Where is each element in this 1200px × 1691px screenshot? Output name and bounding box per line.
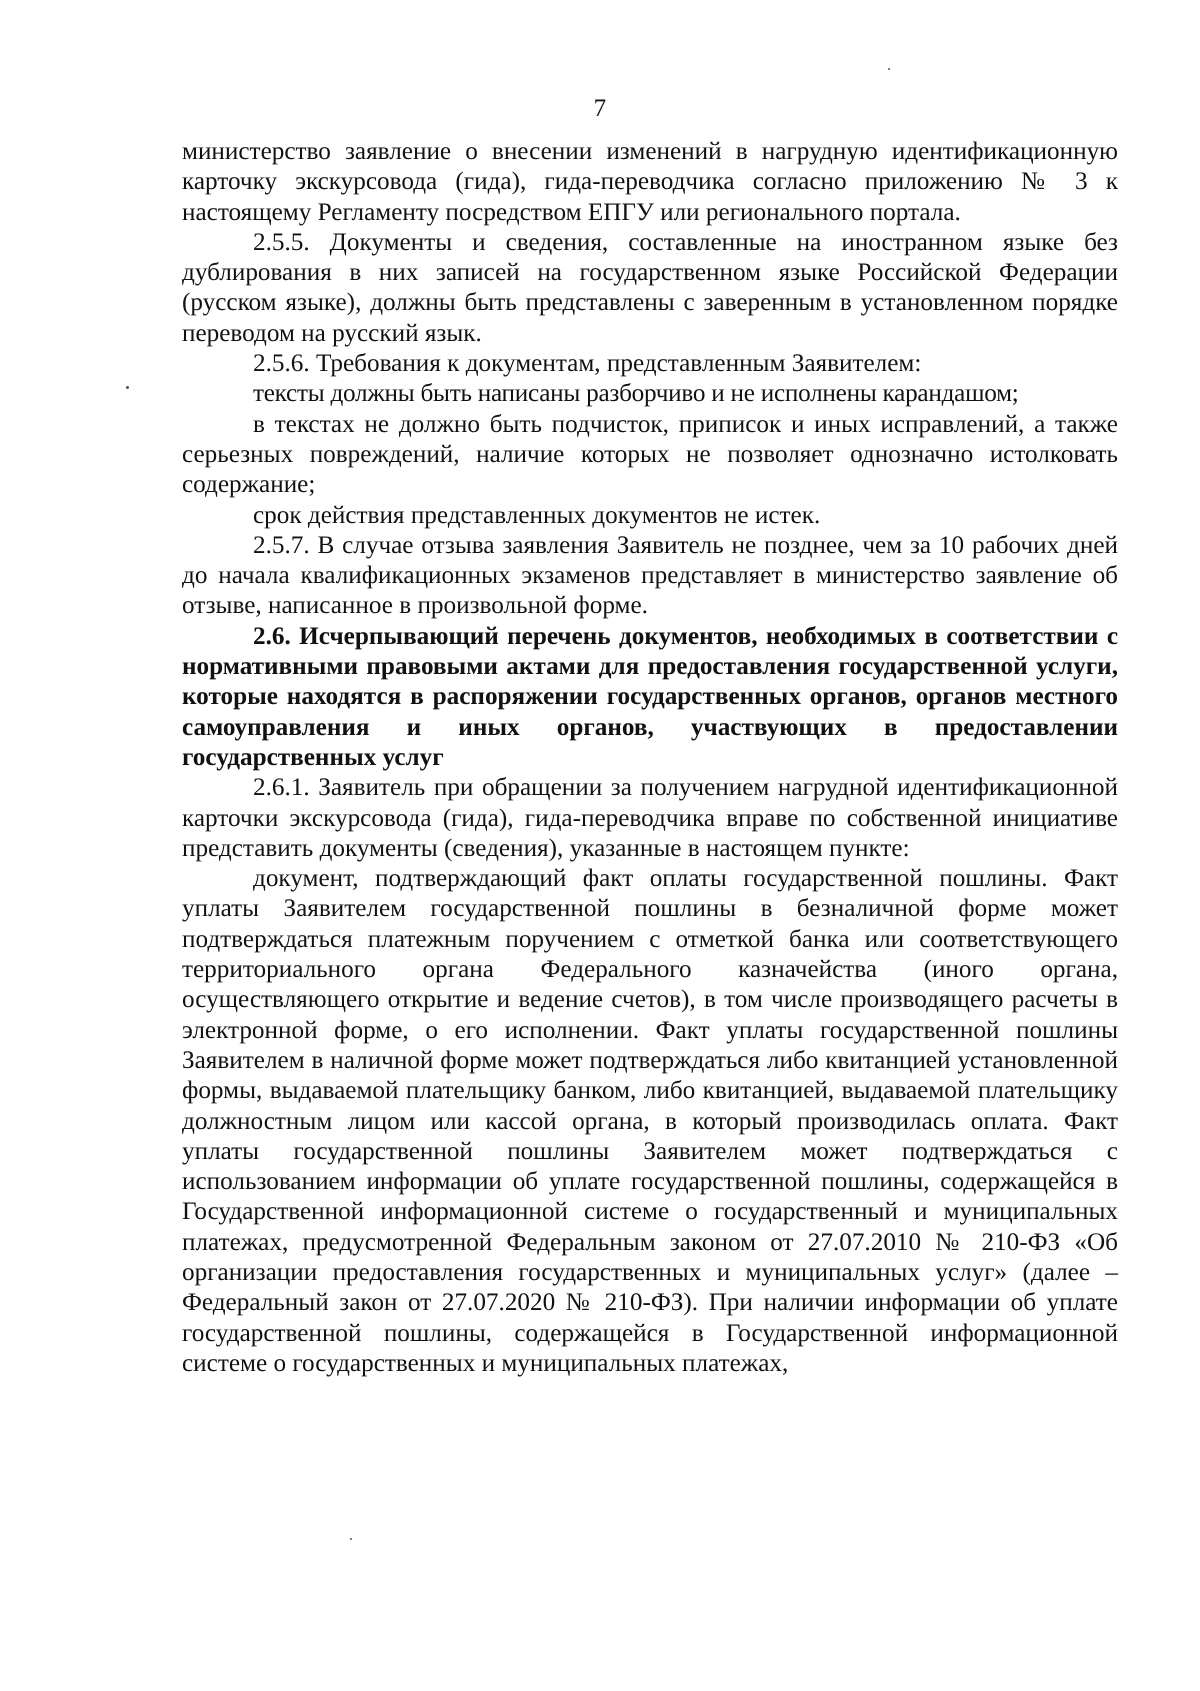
section-heading-2-6: 2.6. Исчерпывающий перечень документов, необходимых в соответствии с нормативными правовыми актами для предоставления государственной услуги, которые находятся в распоряжении государственных органов, органов местного самоуправления и иных органов, участвующих в предоставлении государственных услуг — [182, 622, 1118, 771]
paragraph-continuation: министерство заявление о внесении изменений в нагрудную идентификационную карточку экскурсовода (гида), гида-переводчика согласно приложению № 3 к настоящему Регламенту посредством ЕПГУ или регионального портала. — [182, 138, 1118, 226]
page-number: 7 — [593, 95, 607, 122]
paragraph-state-fee-document: документ, подтверждающий факт оплаты государственной пошлины. Факт уплаты Заявителем государственной пошлины в безналичной форме может подтверждаться платежным поручением с отметкой банка или соответствующего территориального органа Федерального казначейства (иного органа, осуществляющего открытие и ведение счетов), в том числе производящего расчеты в электронной форме, о его исполнении. Факт уплаты государственной пошлины Заявителем в наличной форме может подтверждаться либо квитанцией установленной формы, выдаваемой плательщику банком, либо квитанцией, выдаваемой плательщику должностным лицом или кассой органа, в который производилась оплата. Факт уплаты государственной пошлины Заявителем может подтверждаться с использованием информации об уплате государственной пошлины, содержащейся в Государственной информационной системе о государственный и муниципальных платежах, предусмотренной Федеральным законом от 27.07.2010 № 210-ФЗ «Об организации предоставления государственных и муниципальных услуг» (далее – Федеральный закон от 27.07.2020 № 210-ФЗ). При наличии информации об уплате государственной пошлины, содержащейся в Государственной информационной системе о государственных и муниципальных платежах, — [182, 865, 1118, 1377]
paragraph-2-6-1: 2.6.1. Заявитель при обращении за получением нагрудной идентификационной карточки экскурсовода (гида), гида-переводчика вправе по собственной инициативе представить документы (сведения), указанные в настоящем пункте: — [182, 774, 1118, 862]
paragraph-2-5-6: 2.5.6. Требования к документам, представленным Заявителем: — [253, 350, 922, 378]
document-body — [182, 137, 1118, 1379]
requirement-legible: тексты должны быть написаны разборчиво и не исполнены карандашом; — [253, 380, 1019, 408]
scan-speck — [888, 68, 890, 70]
scan-speck — [350, 1538, 352, 1540]
requirement-validity: срок действия представленных документов не истек. — [253, 501, 821, 529]
requirement-no-corrections: в текстах не должно быть подчисток, приписок и иных исправлений, а также серьезных повреждений, наличие которых не позволяет однозначно истолковать содержание; — [182, 410, 1118, 499]
paragraph-2-5-5: 2.5.5. Документы и сведения, составленные на иностранном языке без дублирования в них записей на государственном языке Российской Федерации (русском языке), должны быть представлены с заверенным в установленном порядке переводом на русский язык. — [182, 228, 1118, 347]
paragraph-2-5-7: 2.5.7. В случае отзыва заявления Заявитель не позднее, чем за 10 рабочих дней до начала квалификационных экзаменов представляет в министерство заявление об отзыве, написанное в произвольной форме. — [182, 531, 1118, 620]
scan-speck — [126, 386, 129, 389]
